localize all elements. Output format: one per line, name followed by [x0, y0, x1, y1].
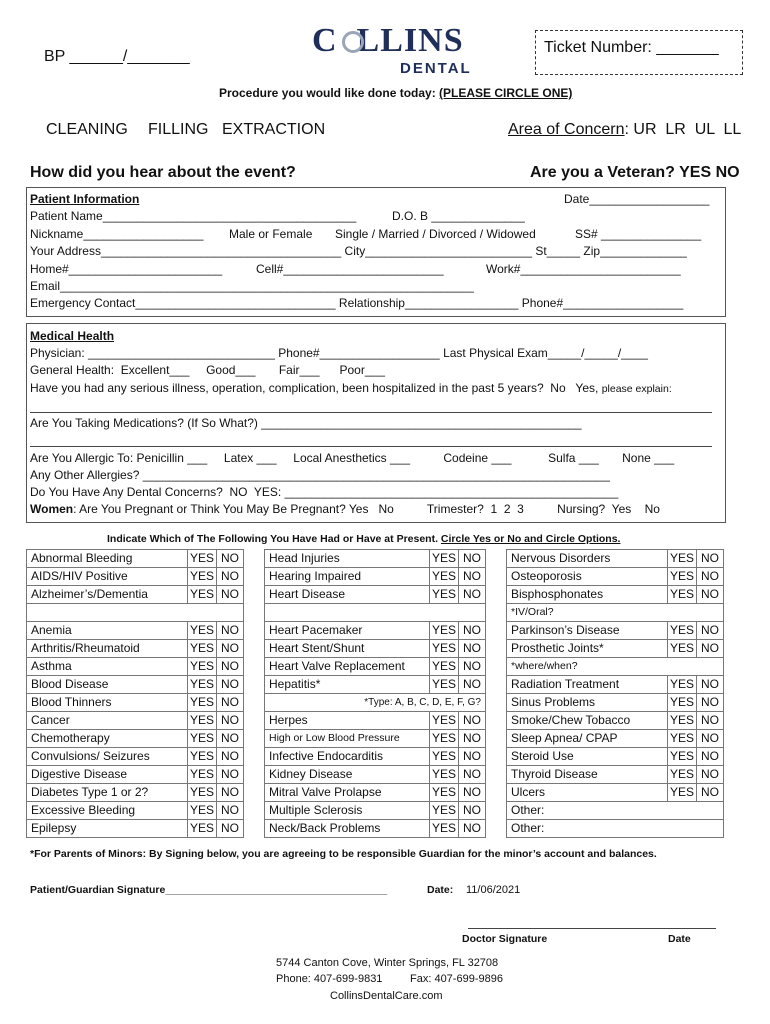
condition-row [27, 784, 244, 802]
condition-no-option[interactable]: NO [459, 748, 486, 766]
condition-label: Blood Thinners [27, 694, 188, 712]
condition-yes-option[interactable]: YES [187, 748, 216, 766]
condition-yes-option[interactable]: YES [187, 730, 216, 748]
condition-yes-option[interactable]: YES [429, 586, 458, 604]
condition-yes-option[interactable]: YES [429, 784, 458, 802]
condition-yes-option[interactable]: YES [429, 640, 458, 658]
condition-yes-option[interactable]: YES [187, 766, 216, 784]
clinic-website[interactable]: CollinsDentalCare.com [330, 990, 443, 1002]
nickname-field[interactable]: Nickname__________________ [30, 227, 204, 241]
condition-row [265, 604, 486, 622]
condition-label: Heart Stent/Shunt [265, 640, 430, 658]
collins-dental-logo [312, 22, 472, 82]
condition-no-option[interactable]: NO [217, 676, 244, 694]
cell-phone-field[interactable]: Cell#________________________ [256, 262, 444, 276]
condition-row [27, 658, 244, 676]
condition-no-option[interactable]: NO [459, 730, 486, 748]
condition-label: Other: [507, 802, 724, 820]
condition-no-option[interactable]: NO [217, 712, 244, 730]
doctor-date-label: Date [668, 933, 691, 945]
condition-label: Convulsions/ Seizures [27, 748, 188, 766]
condition-yes-option[interactable]: YES [667, 766, 696, 784]
condition-no-option[interactable]: NO [217, 820, 244, 838]
ticket-number-label: Ticket Number: _______ [544, 39, 719, 56]
condition-row [507, 640, 724, 658]
condition-label [27, 604, 244, 622]
condition-no-option[interactable]: NO [459, 820, 486, 838]
condition-row [507, 784, 724, 802]
conditions-table-3 [506, 549, 724, 838]
condition-no-option[interactable]: NO [217, 766, 244, 784]
condition-label: Diabetes Type 1 or 2? [27, 784, 188, 802]
condition-row [507, 694, 724, 712]
condition-yes-option[interactable]: YES [429, 676, 458, 694]
condition-no-option[interactable]: NO [217, 586, 244, 604]
physician-field[interactable]: Physician: ____________________________ Phone#__________________ Last Physical Exam_____/_____/____ [30, 346, 648, 360]
condition-row [27, 802, 244, 820]
condition-yes-option[interactable]: YES [187, 784, 216, 802]
condition-row [265, 658, 486, 676]
condition-yes-option[interactable]: YES [667, 622, 696, 640]
procedure-cleaning[interactable]: CLEANING [46, 121, 128, 138]
logo-main-text: C LLINS [312, 22, 464, 59]
condition-row [265, 820, 486, 838]
condition-row [265, 550, 486, 568]
condition-label: Ulcers [507, 784, 668, 802]
condition-row [265, 766, 486, 784]
signature-date-label: Date: [427, 884, 454, 896]
condition-label: Chemotherapy [27, 730, 188, 748]
condition-row [27, 568, 244, 586]
condition-row [265, 640, 486, 658]
condition-row [265, 622, 486, 640]
condition-yes-option[interactable]: YES [187, 568, 216, 586]
condition-yes-option[interactable]: YES [667, 550, 696, 568]
condition-no-option[interactable]: NO [459, 622, 486, 640]
condition-label: *where/when? [507, 658, 724, 676]
condition-no-option[interactable]: NO [697, 586, 724, 604]
condition-row [507, 820, 724, 838]
condition-no-option[interactable]: NO [459, 550, 486, 568]
clinic-phone: Phone: 407-699-9831 [276, 973, 383, 985]
gender-field[interactable]: Male or Female [229, 227, 313, 241]
condition-no-option[interactable]: NO [217, 568, 244, 586]
condition-row [265, 712, 486, 730]
condition-label: Mitral Valve Prolapse [265, 784, 430, 802]
condition-yes-option[interactable]: YES [429, 766, 458, 784]
condition-yes-option[interactable]: YES [187, 658, 216, 676]
condition-no-option[interactable]: NO [459, 568, 486, 586]
condition-yes-option[interactable]: YES [429, 802, 458, 820]
marital-status-field[interactable]: Single / Married / Divorced / Widowed [335, 227, 536, 241]
email-field[interactable]: Email______________________________________________________________ [30, 279, 474, 293]
condition-row [27, 694, 244, 712]
condition-label: Smoke/Chew Tobacco [507, 712, 668, 730]
condition-label: Parkinson’s Disease [507, 622, 668, 640]
condition-yes-option[interactable]: YES [667, 586, 696, 604]
bp-field[interactable]: BP ______/_______ [44, 48, 190, 65]
condition-row [27, 748, 244, 766]
condition-row [507, 748, 724, 766]
condition-yes-option[interactable]: YES [429, 712, 458, 730]
condition-row [507, 802, 724, 820]
condition-row [265, 586, 486, 604]
condition-yes-option[interactable]: YES [667, 640, 696, 658]
condition-label: Nervous Disorders [507, 550, 668, 568]
condition-yes-option[interactable]: YES [667, 712, 696, 730]
emergency-contact-field[interactable]: Emergency Contact______________________________ Relationship_________________ Phone#__________________ [30, 296, 684, 310]
condition-label: Abnormal Bleeding [27, 550, 188, 568]
condition-yes-option[interactable]: YES [429, 820, 458, 838]
condition-no-option[interactable]: NO [459, 640, 486, 658]
other-allergies-field[interactable]: Any Other Allergies? ______________________________________________________________________ [30, 468, 610, 482]
condition-label: *Type: A, B, C, D, E, F, G? [265, 694, 486, 712]
work-phone-field[interactable]: Work#________________________ [486, 262, 681, 276]
condition-yes-option[interactable]: YES [429, 658, 458, 676]
condition-label: Sinus Problems [507, 694, 668, 712]
condition-no-option[interactable]: NO [697, 550, 724, 568]
ticket-number-box[interactable] [535, 30, 743, 75]
condition-row [27, 622, 244, 640]
condition-label: Sleep Apnea/ CPAP [507, 730, 668, 748]
hear-question: How did you hear about the event? [30, 164, 296, 181]
condition-label: Steroid Use [507, 748, 668, 766]
condition-yes-option[interactable]: YES [187, 712, 216, 730]
condition-label [265, 604, 486, 622]
condition-row [265, 694, 486, 712]
patient-info-title: Patient Information [30, 192, 140, 206]
condition-row [507, 658, 724, 676]
condition-no-option[interactable]: NO [697, 712, 724, 730]
condition-no-option[interactable]: NO [217, 658, 244, 676]
medical-health-title: Medical Health [30, 329, 115, 343]
allergies-field[interactable]: Are You Allergic To: Penicillin ___ Latex ___ Local Anesthetics ___ Codeine ___ Sulfa ___ None ___ [30, 451, 675, 465]
condition-label: *IV/Oral? [507, 604, 724, 622]
area-of-concern[interactable]: Area of Concern: UR LR UL LL [508, 121, 742, 138]
conditions-table-2 [264, 549, 486, 838]
condition-yes-option[interactable]: YES [187, 820, 216, 838]
condition-yes-option[interactable]: YES [187, 694, 216, 712]
condition-yes-option[interactable]: YES [667, 568, 696, 586]
condition-label: Other: [507, 820, 724, 838]
condition-no-option[interactable]: NO [459, 802, 486, 820]
condition-row [265, 802, 486, 820]
condition-label: Asthma [27, 658, 188, 676]
condition-label: AIDS/HIV Positive [27, 568, 188, 586]
condition-label: Infective Endocarditis [265, 748, 430, 766]
condition-yes-option[interactable]: YES [429, 748, 458, 766]
condition-label: Osteoporosis [507, 568, 668, 586]
procedure-prompt: Procedure you would like done today: (PLEASE CIRCLE ONE) [219, 86, 573, 100]
condition-label: Anemia [27, 622, 188, 640]
condition-yes-option[interactable]: YES [187, 622, 216, 640]
condition-no-option[interactable]: NO [217, 748, 244, 766]
condition-label: Head Injuries [265, 550, 430, 568]
condition-row [265, 730, 486, 748]
condition-row [27, 766, 244, 784]
condition-yes-option[interactable]: YES [667, 676, 696, 694]
general-health-field[interactable]: General Health: Excellent___ Good___ Fair___ Poor___ [30, 363, 385, 377]
condition-row [507, 568, 724, 586]
condition-yes-option[interactable]: YES [667, 784, 696, 802]
condition-yes-option[interactable]: YES [667, 730, 696, 748]
doctor-signature-line[interactable] [468, 928, 716, 929]
condition-yes-option[interactable]: YES [429, 550, 458, 568]
condition-no-option[interactable]: NO [459, 766, 486, 784]
condition-row [507, 676, 724, 694]
condition-yes-option[interactable]: YES [667, 694, 696, 712]
condition-label: Radiation Treatment [507, 676, 668, 694]
condition-label: Prosthetic Joints* [507, 640, 668, 658]
condition-yes-option[interactable]: YES [429, 730, 458, 748]
condition-no-option[interactable]: NO [697, 568, 724, 586]
condition-row [27, 550, 244, 568]
condition-row [27, 604, 244, 622]
signature-date-value[interactable]: 11/06/2021 [466, 884, 521, 896]
condition-row [27, 586, 244, 604]
condition-no-option[interactable]: NO [697, 694, 724, 712]
condition-no-option[interactable]: NO [697, 766, 724, 784]
procedure-filling[interactable]: FILLING [148, 121, 209, 138]
pregnancy-question[interactable]: Women: Are You Pregnant or Think You May Be Pregnant? Yes No Trimester? 1 2 3 Nursing? Yes No [30, 502, 660, 516]
condition-row [507, 604, 724, 622]
illness-question[interactable]: Have you had any serious illness, operation, complication, been hospitalized in the past 5 years? No Yes, please explain: [30, 381, 672, 395]
condition-row [265, 676, 486, 694]
logo-ring-icon [342, 31, 364, 53]
condition-no-option[interactable]: NO [217, 622, 244, 640]
condition-label: Thyroid Disease [507, 766, 668, 784]
logo-sub-text: DENTAL [400, 60, 472, 77]
medications-answer-line[interactable] [30, 446, 712, 447]
condition-label: Hearing Impaired [265, 568, 430, 586]
condition-no-option[interactable]: NO [697, 676, 724, 694]
ssn-field[interactable]: SS# _______________ [575, 227, 702, 241]
condition-label: Kidney Disease [265, 766, 430, 784]
condition-label: Herpes [265, 712, 430, 730]
condition-row [265, 748, 486, 766]
dental-concerns-field[interactable]: Do You Have Any Dental Concerns? NO YES: __________________________________________________ [30, 485, 619, 499]
condition-row [507, 712, 724, 730]
condition-yes-option[interactable]: YES [429, 568, 458, 586]
condition-label: Blood Disease [27, 676, 188, 694]
condition-label: Epilepsy [27, 820, 188, 838]
condition-row [507, 766, 724, 784]
conditions-instruction: Indicate Which of The Following You Have Had or Have at Present. Circle Yes or No and Circle Options. [107, 533, 621, 545]
condition-label: Heart Pacemaker [265, 622, 430, 640]
clinic-fax: Fax: 407-699-9896 [410, 973, 503, 985]
condition-no-option[interactable]: NO [697, 730, 724, 748]
condition-no-option[interactable]: NO [217, 802, 244, 820]
condition-no-option[interactable]: NO [697, 748, 724, 766]
condition-no-option[interactable]: NO [697, 640, 724, 658]
condition-row [27, 820, 244, 838]
doctor-signature-label: Doctor Signature [462, 933, 548, 945]
condition-label: Heart Disease [265, 586, 430, 604]
condition-yes-option[interactable]: YES [187, 586, 216, 604]
date-field[interactable]: Date__________________ [564, 192, 710, 206]
condition-row [27, 676, 244, 694]
condition-row [27, 640, 244, 658]
conditions-table-1 [26, 549, 244, 838]
condition-row [507, 586, 724, 604]
condition-yes-option[interactable]: YES [187, 640, 216, 658]
condition-no-option[interactable]: NO [459, 658, 486, 676]
signature-field[interactable]: Patient/Guardian Signature______________________________________ [30, 884, 388, 896]
condition-no-option[interactable]: NO [217, 730, 244, 748]
condition-row [27, 730, 244, 748]
condition-row [27, 712, 244, 730]
condition-label: Arthritis/Rheumatoid [27, 640, 188, 658]
medications-field[interactable]: Are You Taking Medications? (If So What?) ________________________________________________ [30, 416, 582, 430]
patient-name-field[interactable]: Patient Name______________________________________ [30, 209, 357, 223]
condition-row [265, 784, 486, 802]
condition-row [265, 568, 486, 586]
condition-yes-option[interactable]: YES [429, 622, 458, 640]
home-phone-field[interactable]: Home#_______________________ [30, 262, 223, 276]
condition-no-option[interactable]: NO [697, 622, 724, 640]
minor-note: *For Parents of Minors: By Signing below, you are agreeing to be responsible Guardian for the minor’s account and balances. [30, 848, 657, 860]
clinic-address: 5744 Canton Cove, Winter Springs, FL 32708 [276, 957, 499, 969]
procedure-extraction[interactable]: EXTRACTION [222, 121, 326, 138]
condition-label: Excessive Bleeding [27, 802, 188, 820]
condition-yes-option[interactable]: YES [187, 802, 216, 820]
condition-label: Hepatitis* [265, 676, 430, 694]
condition-label: Bisphosphonates [507, 586, 668, 604]
condition-yes-option[interactable]: YES [187, 676, 216, 694]
veteran-question[interactable]: Are you a Veteran? YES NO [530, 164, 740, 181]
condition-label: Multiple Sclerosis [265, 802, 430, 820]
condition-label: Alzheimer’s/Dementia [27, 586, 188, 604]
condition-no-option[interactable]: NO [217, 784, 244, 802]
condition-label: Digestive Disease [27, 766, 188, 784]
condition-no-option[interactable]: NO [459, 712, 486, 730]
condition-label: Cancer [27, 712, 188, 730]
condition-row [507, 730, 724, 748]
illness-answer-line[interactable] [30, 412, 712, 413]
condition-no-option[interactable]: NO [459, 784, 486, 802]
condition-yes-option[interactable]: YES [667, 748, 696, 766]
condition-no-option[interactable]: NO [459, 586, 486, 604]
dob-field[interactable]: D.O. B ______________ [392, 209, 525, 223]
address-field[interactable]: Your Address____________________________________ City_________________________ St_____ Zip_____________ [30, 244, 687, 258]
condition-label: High or Low Blood Pressure [265, 730, 430, 748]
condition-no-option[interactable]: NO [217, 550, 244, 568]
condition-no-option[interactable]: NO [459, 676, 486, 694]
condition-no-option[interactable]: NO [217, 694, 244, 712]
condition-label: Neck/Back Problems [265, 820, 430, 838]
condition-label: Heart Valve Replacement [265, 658, 430, 676]
condition-yes-option[interactable]: YES [187, 550, 216, 568]
condition-no-option[interactable]: NO [697, 784, 724, 802]
condition-row [507, 622, 724, 640]
condition-no-option[interactable]: NO [217, 640, 244, 658]
condition-row [507, 550, 724, 568]
